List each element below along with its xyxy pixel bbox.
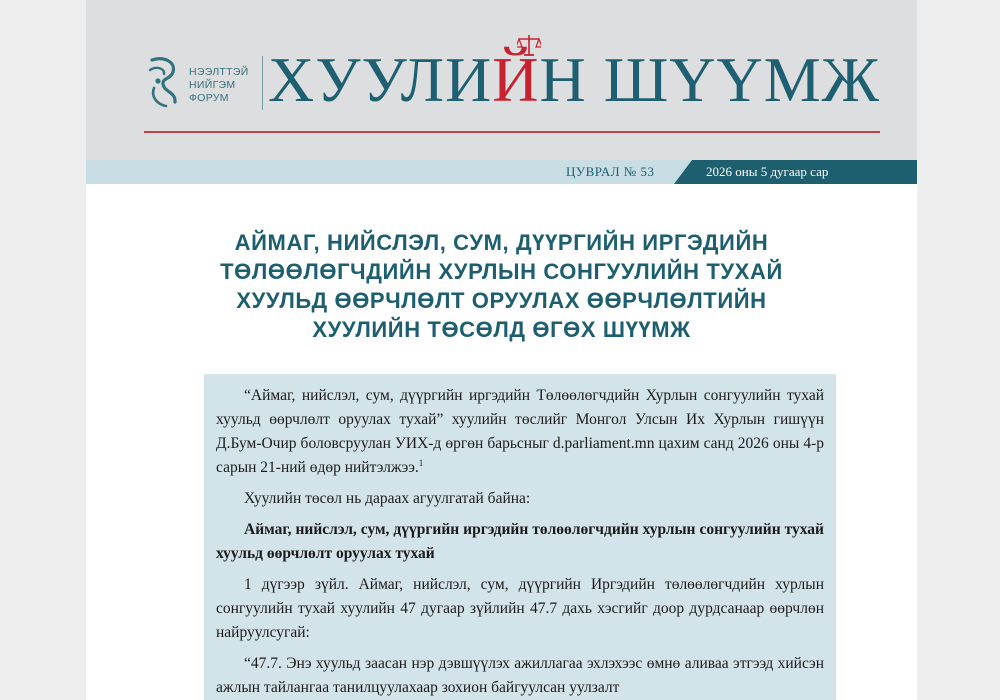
document-heading (146, 228, 857, 344)
logo-line-1: НЭЭЛТТЭЙ (189, 66, 249, 78)
logo-line-3: ФОРУМ (189, 92, 229, 104)
scales-of-justice-icon (517, 34, 541, 56)
title-part-1: ХУУЛИ (268, 44, 493, 115)
logo-divider (262, 56, 263, 110)
title-part-2: Н ШҮҮМЖ (539, 44, 880, 115)
heading-line-1: АЙМАГ, НИЙСЛЭЛ, СУМ, ДҮҮРГИЙН ИРГЭДИЙН (234, 230, 769, 255)
heading-line-4: ХУУЛИЙН ТӨСӨЛД ӨГӨХ ШҮҮМЖ (312, 317, 691, 342)
logo-line-2: НИЙГЭМ (189, 79, 236, 91)
intro-text: “Аймаг, нийслэл, сум, дүүргийн иргэдийн Төлөөлөгчдийн Хурлын сонгуулийн тухай хуульд өөрчлөлт оруулах тухай” хуулийн төслийг Монгол Улсын Их Хурлын гишүүн Д.Бум-Очир боловсруулан УИХ-д өргөн барьсныг d.parliament.mn цахим санд 2026 оны 4-р сарын 21-ний өдөр нийтэлжээ. (216, 387, 824, 476)
issue-date: 2026 оны 5 дугаар сар (706, 164, 829, 179)
masthead (86, 0, 917, 160)
document-page (86, 0, 917, 700)
content-lead-paragraph: Хуулийн төсөл нь дараах агуулгатай байна: (244, 490, 531, 507)
forum-logo-icon (146, 54, 180, 110)
series-bar (86, 160, 917, 184)
intro-paragraph (216, 384, 824, 480)
article-1-paragraph: 1 дүгээр зүйл. Аймаг, нийслэл, сум, дүүргийн Иргэдийн төлөөлөгчдийн хурлын сонгуулийн тухай хуулийн 47 дугаар зүйлийн 47.7 дахь хэсгийг доор дурдсанаар өөрчлөн найруулсугай: (216, 576, 824, 641)
footnote-marker: 1 (418, 457, 424, 468)
summary-box (204, 374, 836, 700)
title-red-letter: Й (492, 44, 540, 115)
heading-line-3: ХУУЛЬД ӨӨРЧЛӨЛТ ОРУУЛАХ ӨӨРЧЛӨЛТИЙН (236, 288, 767, 313)
forum-logo-text (189, 66, 259, 105)
masthead-rule (144, 131, 880, 133)
publication-title (268, 40, 880, 120)
series-number: ЦУВРАЛ № 53 (566, 164, 655, 179)
clause-47-7-paragraph: “47.7. Энэ хуульд заасан нэр дэвшүүлэх ажиллагаа эхлэхээс өмнө аливаа этгээд хийсэн ажлын тайлангаа танилцуулахаар зохион байгуулсан уулзалт (216, 655, 824, 696)
heading-line-2: ТӨЛӨӨЛӨГЧДИЙН ХУРЛЫН СОНГУУЛИЙН ТУХАЙ (220, 259, 783, 284)
bill-title-paragraph: Аймаг, нийслэл, сум, дүүргийн иргэдийн төлөөлөгчдийн хурлын сонгуулийн тухай хуульд өөрчлөлт оруулах тухай (216, 521, 824, 562)
